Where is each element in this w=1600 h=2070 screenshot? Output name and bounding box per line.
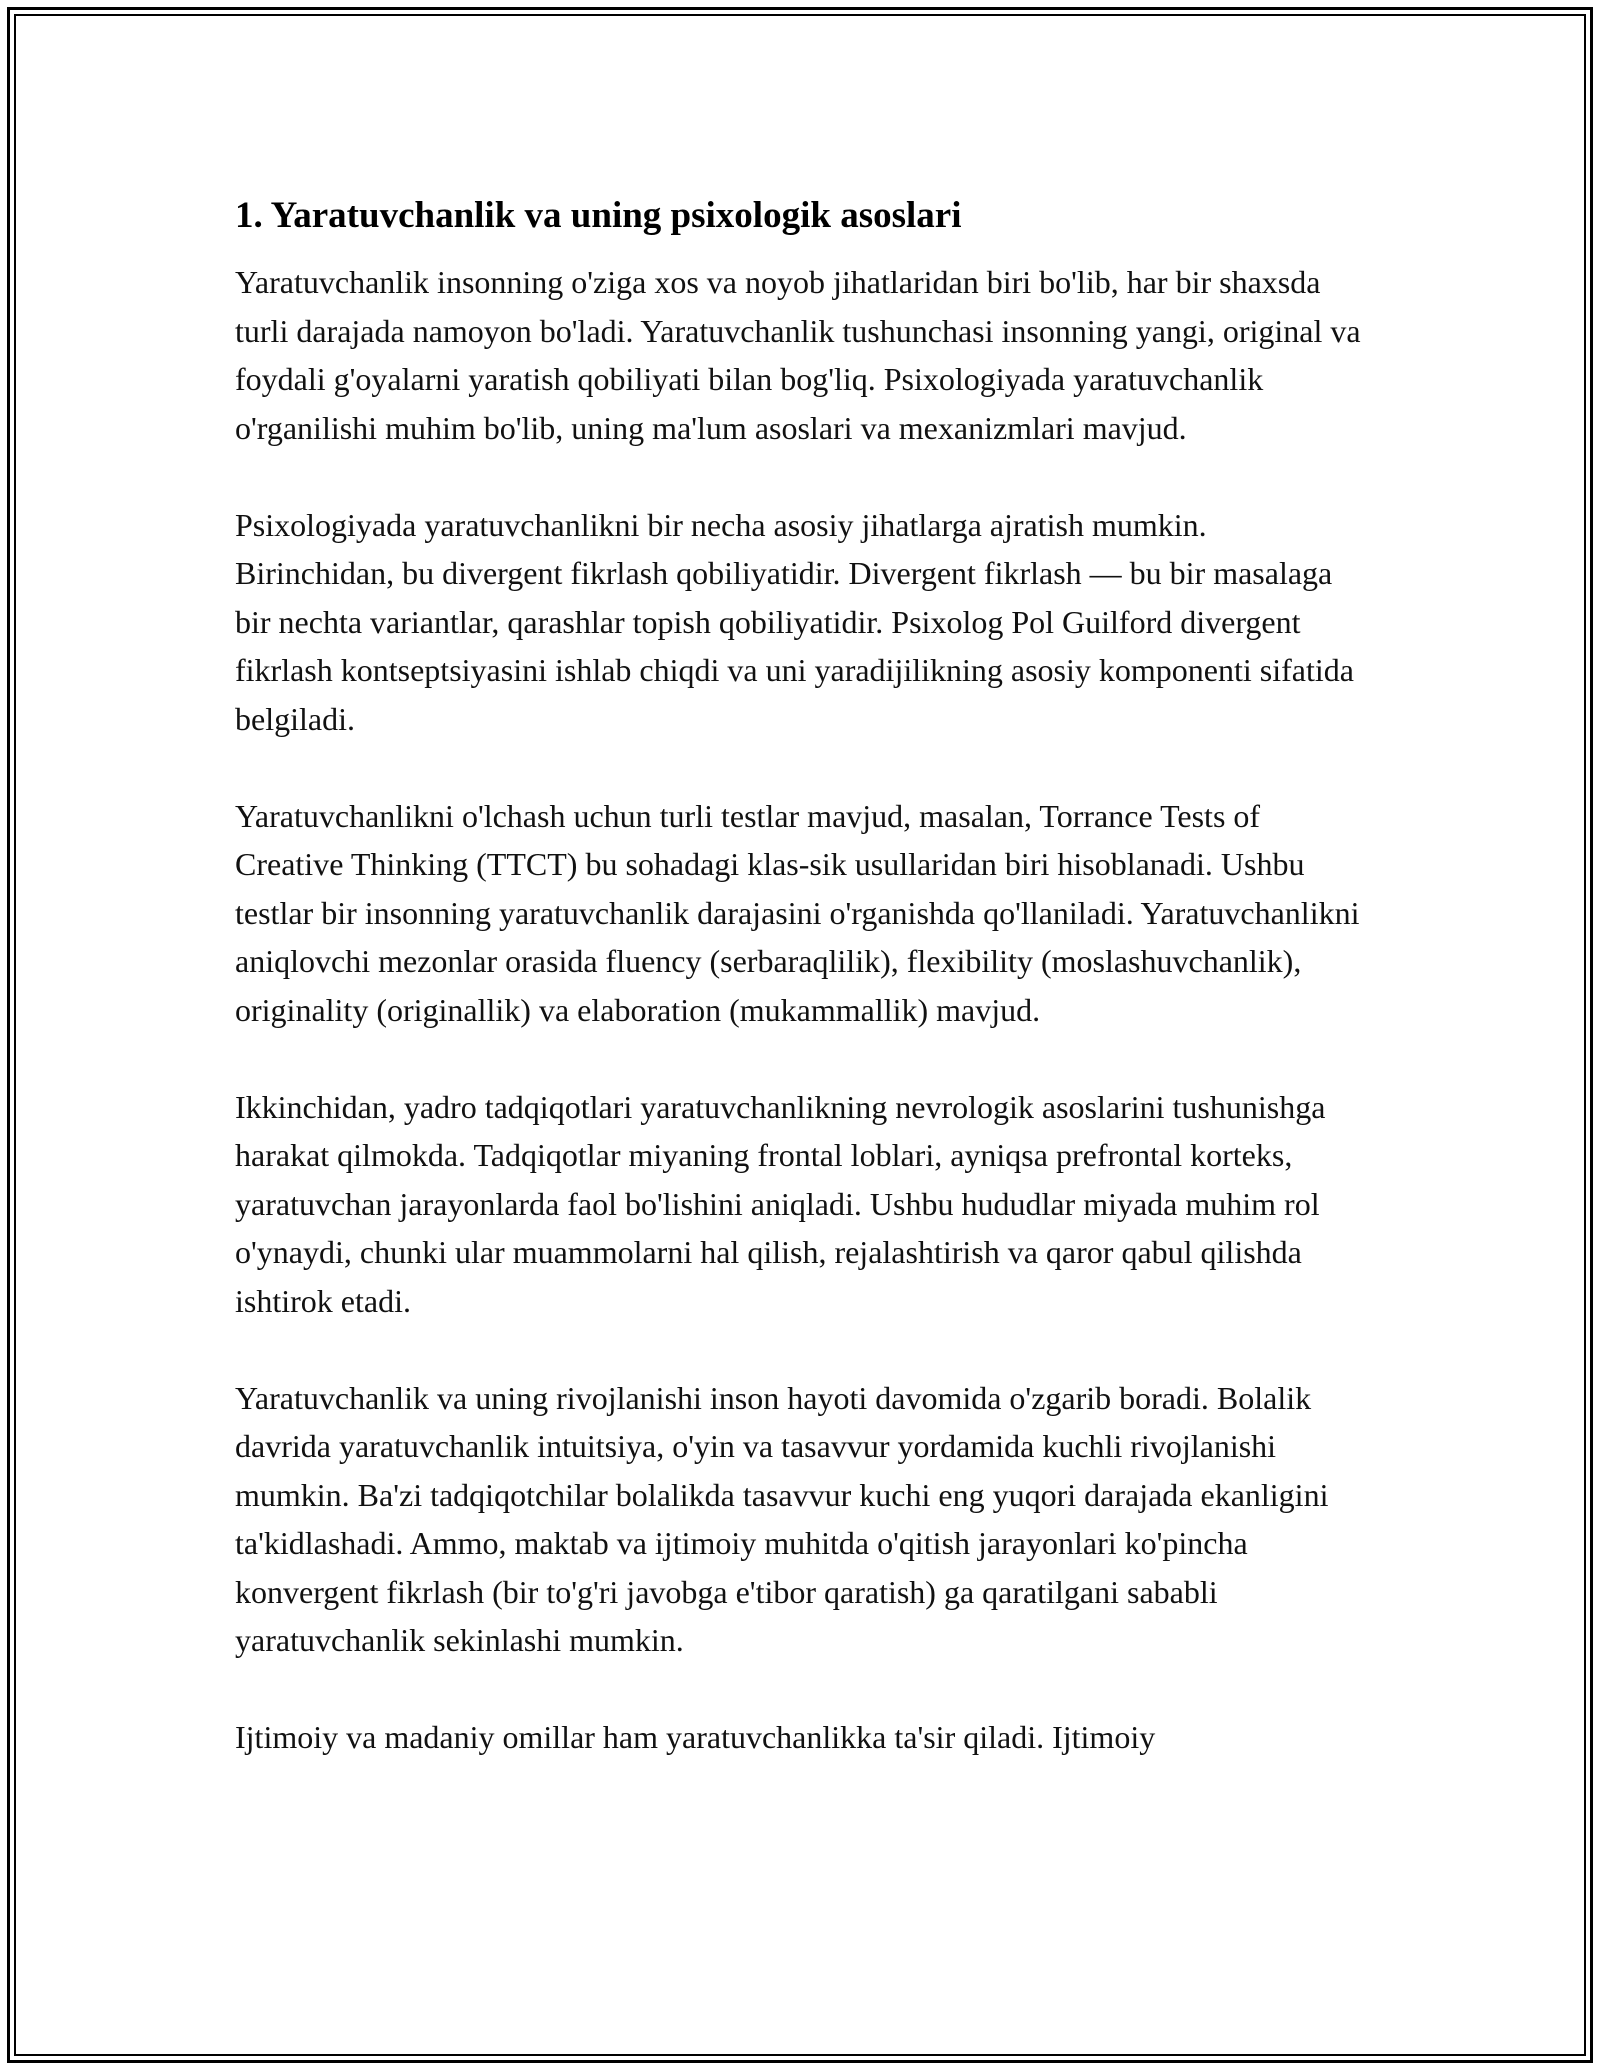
paragraph-6: Ijtimoiy va madaniy omillar ham yaratuvchanlikka ta'sir qiladi. Ijtimoiy: [235, 1719, 1156, 1755]
paragraph-2: Psixologiyada yaratuvchanlikni bir necha asosiy jihatlarga ajratish mumkin. Birinchidan, bu divergent fikrlash qobiliyatidir. Divergent fikrlash — bu bir masalaga bir nechta variantlar, qarashlar topish qobiliyatidir. Psixolog Pol Guilford divergent fikrlash kontseptsiyasini ishlab chiqdi va uni yaradijilikning asosiy komponenti sifatida belgiladi.: [235, 506, 1354, 737]
paragraph-1: Yaratuvchanlik insonning o'ziga xos va noyob jihatlaridan biri bo'lib, har bir shaxsda turli darajada namoyon bo'ladi. Yaratuvchanlik tushunchasi insonning yangi, original va foydali g'oyalarni yaratish qobiliyati bilan bog'liq. Psixologiyada yaratuvchanlik o'rganilishi muhim bo'lib, uning ma'lum asoslari va mexanizmlari mavjud.: [235, 264, 1361, 446]
section-heading: 1. Yaratuvchanlik va uning psixologik asoslari: [235, 195, 962, 236]
document-body: [235, 186, 1365, 1810]
paragraph-4: Ikkinchidan, yadro tadqiqotlari yaratuvchanlikning nevrologik asoslarini tushunishga harakat qilmokda. Tadqiqotlar miyaning frontal loblari, ayniqsa prefrontal korteks, yaratuvchan jarayonlarda faol bo'lishini aniqladi. Ushbu hududlar miyada muhim rol o'ynaydi, chunki ular muammolarni hal qilish, rejalashtirish va qaror qabul qilishda ishtirok etadi.: [235, 1088, 1326, 1319]
paragraph-5: Yaratuvchanlik va uning rivojlanishi inson hayoti davomida o'zgarib boradi. Bolalik davrida yaratuvchanlik intuitsiya, o'yin va tasavvur yordamida kuchli rivojlanishi mumkin. Ba'zi tadqiqotchilar bolalikda tasavvur kuchi eng yuqori darajada ekanligini ta'kidlashadi. Ammo, maktab va ijtimoiy muhitda o'qitish jarayonlari ko'pincha konvergent fikrlash (bir to'g'ri javobga e'tibor qaratish) ga qaratilgani sababli yaratuvchanlik sekinlashi mumkin.: [235, 1379, 1329, 1658]
paragraph-3: Yaratuvchanlikni o'lchash uchun turli testlar mavjud, masalan, Torrance Tests of Creative Thinking (TTCT) bu sohadagi klas-sik usullaridan biri hisoblanadi. Ushbu testlar bir insonning yaratuvchanlik darajasini o'rganishda qo'llaniladi. Yaratuvchanlikni aniqlovchi mezonlar orasida fluency (serbaraqlilik), flexibility (moslashuvchanlik), originality (originallik) va elaboration (mukammallik) mavjud.: [235, 797, 1360, 1028]
